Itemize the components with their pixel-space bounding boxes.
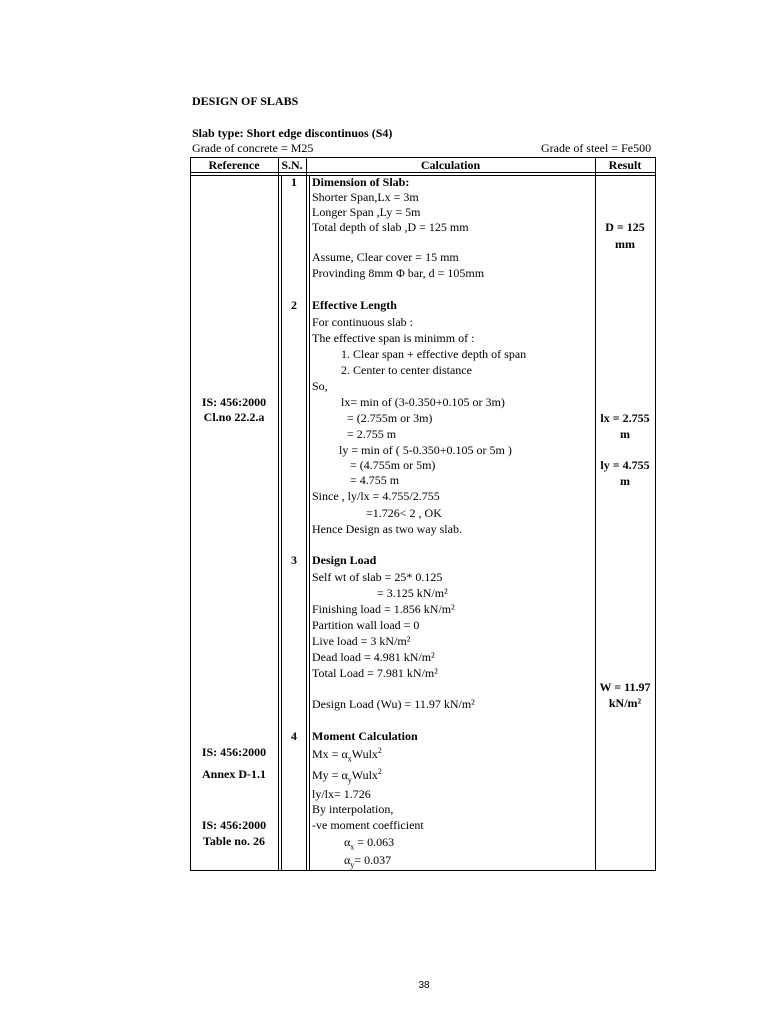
calc-line: =1.726< 2 , OK [366, 506, 442, 520]
calc-line: Self wt of slab = 25* 0.125 [312, 570, 443, 584]
col-border-ref-double [281, 175, 282, 871]
col-border-ref [278, 157, 279, 871]
calc-heading-moment: Moment Calculation [312, 729, 418, 743]
calc-line: = 4.755 m [350, 473, 400, 487]
alpha-x-sub: x [350, 842, 355, 852]
col-border-sn-double [309, 175, 310, 871]
calc-line: ly/lx= 1.726 [312, 787, 371, 801]
col-border-left [190, 157, 191, 871]
calc-alpha-y [344, 853, 391, 868]
col-border-right [655, 157, 656, 871]
calc-line: lx= min of (3-0.350+0.105 or 3m) [341, 395, 505, 409]
calc-line: -ve moment coefficient [312, 818, 424, 832]
calc-line: For continuous slab : [312, 315, 413, 329]
alpha-x-symbol: α [344, 835, 351, 849]
alpha-y-value: = 0.037 [354, 853, 392, 867]
calc-heading-design-load: Design Load [312, 553, 377, 567]
ref-is456-2: IS: 456:2000 [201, 745, 267, 759]
ref-clause: Cl.no 22.2.a [203, 410, 265, 424]
result-ly-unit: m [620, 474, 630, 488]
ref-table: Table no. 26 [203, 834, 265, 848]
mx-sup: 2 [377, 746, 382, 755]
calc-line: Live load = 3 kN/m² [312, 634, 411, 648]
ref-is456-1: IS: 456:2000 [201, 395, 267, 409]
calc-line: The effective span is minimm of : [312, 331, 475, 345]
calc-my-formula [312, 768, 382, 783]
calc-line: So, [312, 379, 328, 393]
result-lx-unit: m [620, 427, 630, 441]
result-ly: ly = 4.755 [600, 458, 650, 472]
calc-line: Longer Span ,Ly = 5m [312, 205, 421, 219]
calc-line: ly = min of ( 5-0.350+0.105 or 5m ) [339, 443, 512, 457]
header-double-border [190, 175, 656, 176]
result-w: W = 11.97 [599, 680, 651, 694]
result-depth-unit: mm [615, 237, 635, 251]
calc-line: = (4.755m or 5m) [350, 458, 436, 472]
header-result: Result [608, 158, 642, 172]
my-text-2: Wulx [351, 768, 378, 782]
sn-1: 1 [291, 175, 297, 189]
col-border-sn [306, 157, 307, 871]
calc-line: Since , ly/lx = 4.755/2.755 [312, 489, 440, 503]
result-w-unit: kN/m² [608, 696, 642, 710]
calc-line: Shorter Span,Lx = 3m [312, 190, 419, 204]
calc-heading-effective-length: Effective Length [312, 298, 397, 312]
calc-line: Assume, Clear cover = 15 mm [312, 250, 459, 264]
calc-line: Dead load = 4.981 kN/m² [312, 650, 435, 664]
result-depth: D = 125 [605, 220, 645, 234]
col-border-calc [595, 157, 596, 871]
page-title: DESIGN OF SLABS [192, 94, 299, 108]
sn-3: 3 [291, 553, 297, 567]
calc-line: = 2.755 m [347, 427, 397, 441]
calc-line: By interpolation, [312, 802, 394, 816]
calc-line: Finishing load = 1.856 kN/m² [312, 602, 455, 616]
result-lx: lx = 2.755 [600, 411, 650, 425]
slab-type: Slab type: Short edge discontinuos (S4) [192, 126, 393, 140]
mx-sub: x [347, 754, 352, 764]
sn-4: 4 [291, 729, 297, 743]
calc-line: Hence Design as two way slab. [312, 522, 462, 536]
calc-alpha-x [344, 835, 394, 850]
header-sn: S.N. [281, 158, 303, 172]
calc-line: Partition wall load = 0 [312, 618, 420, 632]
ref-is456-3: IS: 456:2000 [201, 818, 267, 832]
concrete-grade: Grade of concrete = M25 [192, 141, 314, 155]
alpha-y-sub: y [350, 860, 355, 870]
calc-line: 2. Center to center distance [341, 363, 472, 377]
ref-annex: Annex D-1.1 [201, 767, 266, 781]
calc-line: = 3.125 kN/m² [377, 586, 448, 600]
calc-line: 1. Clear span + effective depth of span [341, 347, 527, 361]
header-reference: Reference [208, 158, 260, 172]
mx-text-2: Wulx [351, 747, 378, 761]
sn-2: 2 [291, 298, 297, 312]
calc-line: Design Load (Wu) = 11.97 kN/m² [312, 697, 475, 711]
calc-mx-formula [312, 747, 382, 762]
calc-line: Total Load = 7.981 kN/m² [312, 666, 438, 680]
mx-text: Mx = α [312, 747, 348, 761]
my-sup: 2 [377, 767, 382, 776]
my-sub: y [347, 775, 352, 785]
table-bottom-border [190, 870, 656, 871]
my-text: My = α [312, 768, 348, 782]
header-calculation: Calculation [420, 158, 481, 172]
alpha-x-value: = 0.063 [354, 835, 395, 849]
calc-line: = (2.755m or 3m) [347, 411, 433, 425]
alpha-y-symbol: α [344, 853, 351, 867]
steel-grade: Grade of steel = Fe500 [541, 141, 652, 155]
calc-line: Total depth of slab ,D = 125 mm [312, 220, 469, 234]
page-number: 38 [418, 980, 430, 991]
calc-line: Provinding 8mm Φ bar, d = 105mm [312, 266, 485, 280]
calc-heading-dimension: Dimension of Slab: [312, 175, 410, 189]
